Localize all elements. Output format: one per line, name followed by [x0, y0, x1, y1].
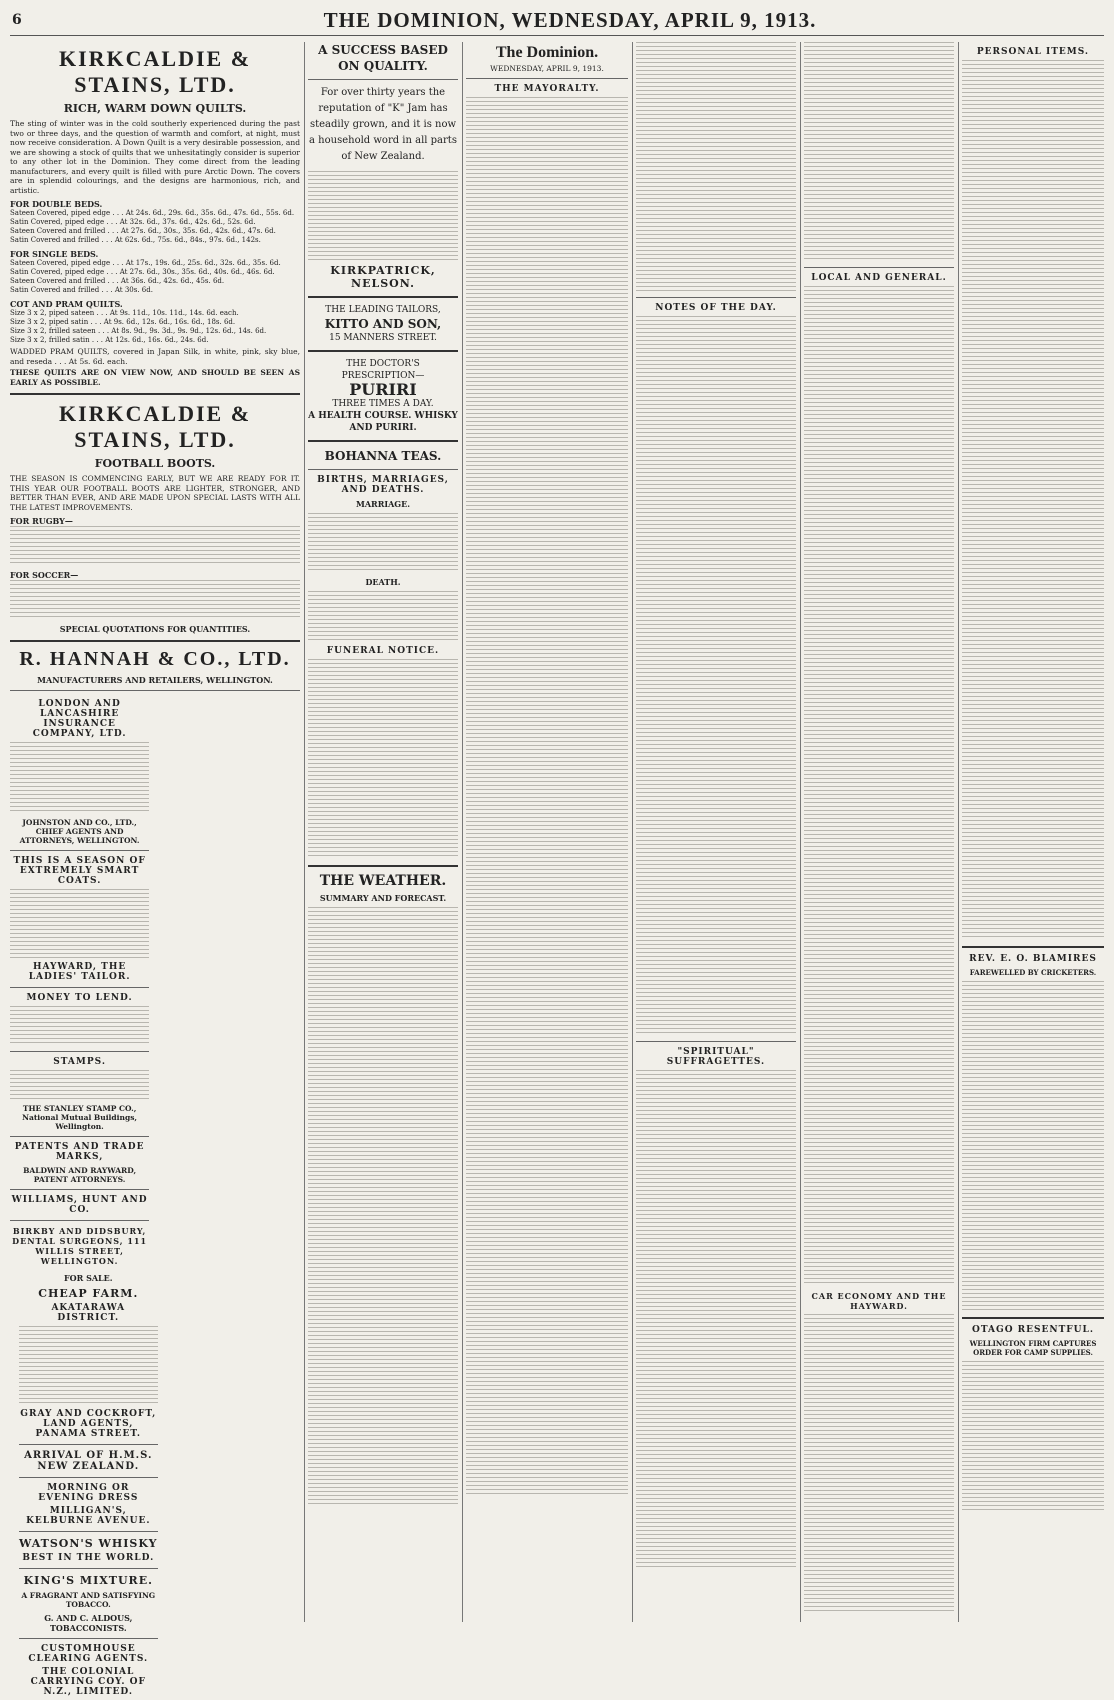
- stamps-name: THE STANLEY STAMP CO., National Mutual Buildings, Wellington.: [22, 1104, 138, 1131]
- divider: [19, 1444, 158, 1445]
- marriage-label: MARRIAGE.: [355, 499, 411, 509]
- divider: [19, 1477, 158, 1478]
- divider: [636, 297, 796, 298]
- divider: [636, 1041, 796, 1042]
- local-cont: [804, 42, 954, 262]
- editorial-masthead: The Dominion.: [495, 44, 599, 61]
- editorial-title: THE MAYORALTY.: [494, 84, 600, 94]
- divider: [19, 1638, 158, 1639]
- cot-quilts-label: COT AND PRAM QUILTS.: [10, 299, 123, 309]
- farm-text: [19, 1326, 158, 1406]
- kings-name: KING'S MIXTURE.: [23, 1574, 153, 1587]
- divider: [308, 296, 458, 298]
- death-text: [308, 591, 458, 641]
- watson-name: WATSON'S WHISKY: [19, 1537, 158, 1550]
- personal-text: [962, 60, 1104, 940]
- farm-label: FOR SALE.: [63, 1273, 113, 1283]
- special-quotations: SPECIAL QUOTATIONS FOR QUANTITIES.: [59, 624, 251, 634]
- price-line: Sateen Covered, piped edge . . . At 24s. 6d., 29s. 6d., 35s. 6d., 47s. 6d., 55s. 6d.: [10, 209, 295, 217]
- blamires-title: REV. E. O. BLAMIRES: [969, 954, 1097, 964]
- local-text: [804, 286, 954, 1286]
- divider: [308, 79, 458, 80]
- rugby-text: [10, 526, 300, 566]
- insurance-agents: JOHNSTON AND CO., LTD., CHIEF AGENTS AND ATTORNEYS, WELLINGTON.: [19, 818, 140, 845]
- williams-name: WILLIAMS, HUNT AND CO.: [11, 1195, 148, 1215]
- kirkcaldie-name-2: KIRKCALDIE & STAINS, LTD.: [58, 401, 252, 452]
- car-economy-text: [804, 1314, 954, 1614]
- otago-sub: WELLINGTON FIRM CAPTURES ORDER FOR CAMP SUPPLIES.: [969, 1339, 1097, 1357]
- otago-text: [962, 1361, 1104, 1511]
- column-rule: [632, 42, 633, 1622]
- puriri-three: THREE TIMES A DAY.: [332, 399, 434, 409]
- column-rule: [462, 42, 463, 1622]
- ad-column-second: [308, 42, 458, 1507]
- page-masthead: [10, 8, 1104, 36]
- coats-headline: THIS IS A SEASON OF EXTREMELY SMART COATS.: [13, 856, 146, 886]
- money-text: [10, 1006, 149, 1046]
- editorial-cont: [636, 42, 796, 292]
- left-ads-a: [10, 696, 149, 1269]
- local-column: [804, 42, 954, 1614]
- customs-headline: CUSTOMHOUSE CLEARING AGENTS.: [28, 1644, 149, 1664]
- car-economy-title: CAR ECONOMY AND THE HAYWARD.: [811, 1291, 947, 1311]
- jam-body: For over thirty years the reputation of "K" Jam has steadily grown, and it is now a household word in all parts of New Zealand.: [309, 87, 457, 162]
- births-label: BIRTHS, MARRIAGES, AND DEATHS.: [317, 475, 449, 495]
- price-line: Satin Covered and frilled . . . At 62s. 6d., 75s. 6d., 84s., 97s. 6d., 142s.: [10, 236, 261, 244]
- weather-sub: SUMMARY AND FORECAST.: [319, 893, 447, 903]
- blamires-text: [962, 981, 1104, 1311]
- quilts-intro: The sting of winter was in the cold southerly experienced during the past two or three days, and the question of warmth and comfort, at night, must now receive consideration. A Down Quilt is a very desirable possession, and we are showing a stock of quilts that we unhesitatingly consider is superior to any other lot in the Dominion. They come direct from the leading manufacturers, and every quilt is filled with pure Arctic Down. The covers are in splendid colourings, and the designs are harmonious, rich, and artistic.: [10, 119, 300, 195]
- single-beds-label: FOR SINGLE BEDS.: [10, 249, 99, 259]
- money-headline: MONEY TO LEND.: [26, 993, 133, 1003]
- hannah-name: R. HANNAH & CO., LTD.: [19, 648, 291, 670]
- kirkcaldie-name: KIRKCALDIE & STAINS, LTD.: [58, 46, 252, 97]
- kings-sub: A FRAGRANT AND SATISFYING TOBACCO.: [21, 1591, 156, 1609]
- price-line: Satin Covered, piped edge . . . At 27s. 6d., 30s., 35s. 6d., 40s. 6d., 46s. 6d.: [10, 268, 275, 276]
- divider: [19, 1531, 158, 1532]
- divider: [308, 865, 458, 867]
- suffragettes-title: "SPIRITUAL" SUFFRAGETTES.: [666, 1047, 766, 1067]
- price-line: Sateen Covered and frilled . . . At 36s. 6d., 42s. 6d., 45s. 6d.: [10, 277, 225, 285]
- stamps-headline: STAMPS.: [53, 1057, 106, 1067]
- ad-column-left: [10, 42, 300, 1700]
- price-line: Sateen Covered, piped edge . . . At 17s., 19s. 6d., 25s. 6d., 32s. 6d., 35s. 6d.: [10, 259, 281, 267]
- puriri-doctor: THE DOCTOR'S PRESCRIPTION—: [341, 359, 425, 381]
- blamires-sub: FAREWELLED BY CRICKETERS.: [969, 968, 1097, 977]
- jam-text: [308, 171, 458, 261]
- divider: [962, 1317, 1104, 1319]
- personal-title: PERSONAL ITEMS.: [976, 47, 1090, 57]
- puriri-name: PURIRI: [349, 380, 417, 399]
- stamps-text: [10, 1070, 149, 1100]
- patents-headline: PATENTS AND TRADE MARKS,: [14, 1142, 145, 1162]
- price-line: Size 3 x 2, piped sateen . . . At 9s. 11d., 10s. 11d., 14s. 6d. each.: [10, 309, 239, 317]
- divider: [10, 1136, 149, 1137]
- football-headline: FOOTBALL BOOTS.: [94, 457, 216, 470]
- column-rule: [958, 42, 959, 1622]
- divider: [308, 469, 458, 470]
- divider: [19, 1568, 158, 1569]
- arrival-headline: ARRIVAL OF H.M.S. NEW ZEALAND.: [24, 1450, 153, 1472]
- tailors-label: THE LEADING TAILORS,: [325, 305, 441, 315]
- price-line: Sateen Covered and frilled . . . At 27s. 6d., 30s., 35s. 6d., 42s. 6d., 47s. 6d.: [10, 227, 276, 235]
- local-title: LOCAL AND GENERAL.: [811, 273, 947, 283]
- divider: [10, 850, 149, 851]
- customs-name: THE COLONIAL CARRYING COY. OF N.Z., LIMITED.: [30, 1667, 146, 1697]
- watson-sub: BEST IN THE WORLD.: [22, 1553, 155, 1563]
- divider: [804, 267, 954, 268]
- kings-seller: G. AND C. ALDOUS, TOBACCONISTS.: [44, 1613, 133, 1633]
- price-line: Size 3 x 2, piped satin . . . At 9s. 6d., 12s. 6d., 16s. 6d., 18s. 6d.: [10, 318, 236, 326]
- land-agents: GRAY AND COCKROFT, LAND AGENTS, PANAMA STREET.: [20, 1409, 157, 1439]
- double-beds-label: FOR DOUBLE BEDS.: [10, 199, 103, 209]
- jam-success: A SUCCESS BASED ON QUALITY.: [318, 43, 448, 73]
- quilts-headline: RICH, WARM DOWN QUILTS.: [63, 102, 247, 115]
- editorial-text: [466, 97, 628, 1497]
- wadded-quilts: WADDED PRAM QUILTS, covered in Japan Silk, in white, pink, sky blue, and reseda . . . At 5s. 6d. each.: [10, 347, 300, 366]
- divider: [10, 690, 300, 691]
- newspaper-page: [10, 8, 1104, 1697]
- divider: [10, 987, 149, 988]
- editorial-dateline: WEDNESDAY, APRIL 9, 1913.: [490, 64, 604, 73]
- soccer-text: [10, 580, 300, 620]
- price-line: Satin Covered, piped edge . . . At 32s. 6d., 37s. 6d., 42s. 6d., 52s. 6d.: [10, 218, 256, 226]
- column-rule: [800, 42, 801, 1622]
- hannah-sub: MANUFACTURERS AND RETAILERS, WELLINGTON.: [37, 675, 273, 685]
- divider: [10, 1220, 149, 1221]
- divider: [466, 78, 628, 79]
- divider: [308, 350, 458, 352]
- price-line: Satin Covered and frilled . . . At 30s. 6d.: [10, 286, 153, 294]
- divider: [10, 1051, 149, 1052]
- dental-name: BIRKBY AND DIDSBURY, DENTAL SURGEONS, 111 WILLIS STREET, WELLINGTON.: [12, 1226, 148, 1266]
- rugby-label: FOR RUGBY—: [10, 516, 73, 526]
- soccer-label: FOR SOCCER—: [10, 570, 79, 580]
- marriage-text: [308, 513, 458, 573]
- patents-name: BALDWIN AND RAYWARD, PATENT ATTORNEYS.: [23, 1166, 137, 1184]
- divider: [962, 946, 1104, 948]
- otago-title: OTAGO RESENTFUL.: [971, 1325, 1094, 1335]
- funeral-label: FUNERAL NOTICE.: [326, 646, 440, 656]
- left-ads-b: [19, 1269, 158, 1700]
- weather-text: [308, 907, 458, 1507]
- farm-title: CHEAP FARM.: [38, 1287, 139, 1300]
- divider: [10, 640, 300, 642]
- newspaper-title: THE DOMINION, WEDNESDAY, APRIL 9, 1913.: [323, 8, 817, 32]
- coats-text: [10, 889, 149, 959]
- notes-title: NOTES OF THE DAY.: [655, 303, 777, 313]
- jam-maker: KIRKPATRICK, NELSON.: [330, 264, 436, 290]
- column-rule: [304, 42, 305, 1622]
- insurance-text: [10, 742, 149, 814]
- tailors-address: 15 MANNERS STREET.: [329, 333, 437, 343]
- weather-headline: THE WEATHER.: [319, 873, 447, 889]
- puriri-whisky: A HEALTH COURSE. WHISKY AND PURIRI.: [308, 411, 458, 433]
- divider: [10, 1189, 149, 1190]
- bohanna-name: BOHANNA TEAS.: [324, 449, 442, 463]
- suffragettes-text: [636, 1070, 796, 1570]
- notes-text: [636, 316, 796, 1036]
- personal-column: [962, 42, 1104, 1511]
- divider: [308, 440, 458, 442]
- milligan-headline: MORNING OR EVENING DRESS: [38, 1483, 139, 1503]
- price-line: Size 3 x 2, frilled sateen . . . At 8s. 9d., 9s. 3d., 9s. 9d., 12s. 6d., 14s. 6d.: [10, 327, 267, 335]
- page-number: 6: [12, 12, 22, 28]
- notes-column: [636, 42, 796, 1570]
- milligan-name: MILLIGAN'S, KELBURNE AVENUE.: [26, 1506, 151, 1526]
- funeral-text: [308, 659, 458, 859]
- football-intro: THE SEASON IS COMMENCING EARLY, BUT WE ARE READY FOR IT. THIS YEAR OUR FOOTBALL BOOTS ARE LIGHTER, STRONGER, AND BETTER THAN EVER, AND ARE MADE UPON SPECIAL LASTS WITH ALL THE LATEST IMPROVEMENTS.: [10, 474, 300, 512]
- view-note: THESE QUILTS ARE ON VIEW NOW, AND SHOULD BE SEEN AS EARLY AS POSSIBLE.: [10, 368, 300, 387]
- price-line: Size 3 x 2, frilled satin . . . At 12s. 6d., 16s. 6d., 24s. 6d.: [10, 336, 209, 344]
- death-label: DEATH.: [365, 577, 401, 587]
- farm-district: AKATARAWA DISTRICT.: [51, 1303, 126, 1323]
- hayward-name: HAYWARD, THE LADIES' TAILOR.: [28, 962, 131, 982]
- divider: [10, 393, 300, 395]
- editorial-column: [466, 42, 628, 1497]
- insurance-name: LONDON AND LANCASHIRE INSURANCE COMPANY, LTD.: [32, 699, 127, 739]
- tailors-name: KITTO AND SON,: [324, 317, 442, 331]
